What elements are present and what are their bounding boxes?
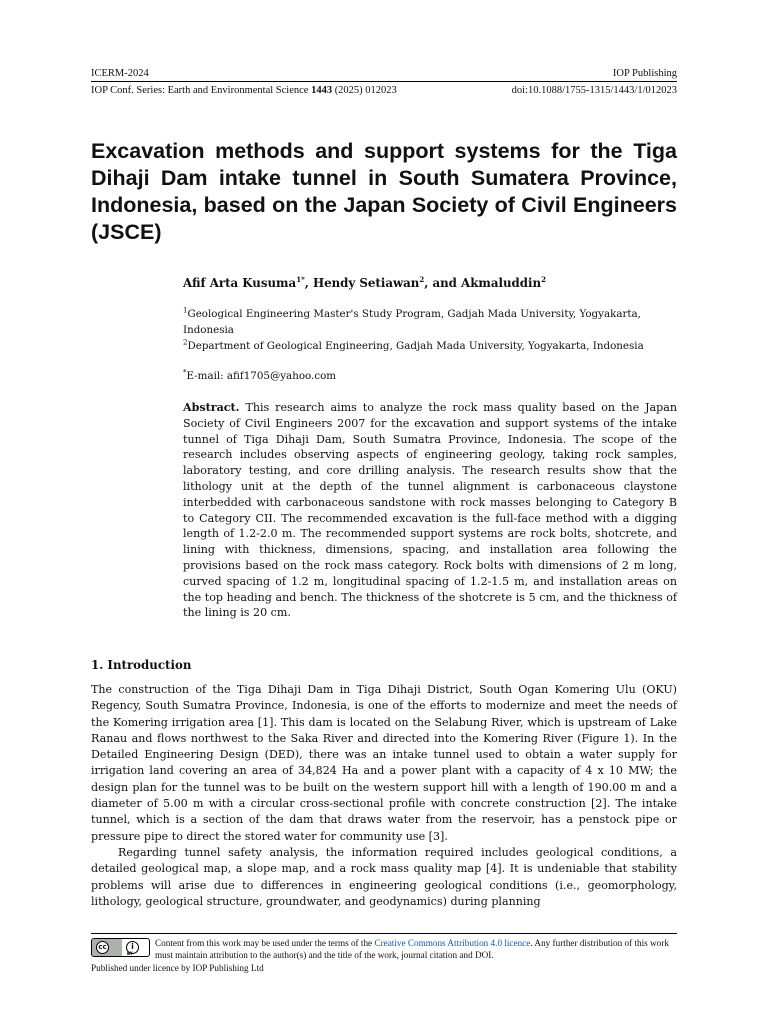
affiliation-1-num: 1: [183, 306, 188, 315]
header-rule: [91, 81, 677, 82]
publisher-name: IOP Publishing: [612, 68, 677, 79]
abstract: [183, 400, 677, 621]
email-text: E-mail: afif1705@yahoo.com: [186, 370, 337, 382]
paragraph-1: The construction of the Tiga Dihaji Dam in Tiga Dihaji District, South Ogan Komering Ulu (OKU) Regency, South Sumatra Province, Indonesia, is one of the efforts to modernize and meet the needs of the Komering irrigation area [1]. This dam is located on the Selabung River, which is upstream of Lake Ranau and flows northwest to the Saka River and directed into the Komering River (Figure 1). In the Detailed Engineering Design (DED), there was an intake tunnel used to obtain a water supply for irrigation land covering an area of 34,824 Ha and a power plant with a capacity of 4 x 10 MW; the design plan for the tunnel was to be built on the western support hill with a length of 190.00 m and a diameter of 5.00 m with a circular cross-sectional profile with concrete construction [2]. The intake tunnel, which is a section of the dam that draws water from the reservoir, has a penstock pipe or pressure pipe to direct the stored water for community use [3].: [91, 683, 677, 843]
by-label: BY: [127, 951, 133, 956]
journal-series: IOP Conf. Series: Earth and Environmental Science: [91, 85, 309, 96]
author-2: Hendy Setiawan: [312, 276, 420, 290]
author-1-sup: 1*: [296, 275, 305, 285]
journal-year-article: (2025) 012023: [334, 85, 397, 96]
author-2-sup: 2: [419, 275, 425, 285]
cc-icon: cc: [96, 941, 109, 954]
affiliation-1: [183, 306, 677, 338]
license-link[interactable]: Creative Commons Attribution 4.0 licence: [374, 938, 531, 948]
section-heading-introduction: 1. Introduction: [91, 658, 192, 672]
footer-rule: [91, 933, 677, 934]
abstract-text: This research aims to analyze the rock mass quality based on the Japan Society of Civil Engineers 2007 for the excavation and support systems of the intake tunnel of Tiga Dihaji Dam, South Sumatra Province, Indonesia. The scope of the research includes observing aspects of engineering geology, taking rock samples, laboratory testing, and core drilling analysis. The research results show that the lithology unit at the depth of the tunnel alignment is carbonaceous claystone interbedded with carbonaceous sandstone with rock masses belonging to Category B to Category CII. The recommended excavation is the full-face method with a digging length of 1.2-2.0 m. The recommended support systems are rock bolts, shotcrete, and lining with thickness, dimensions, spacing, and installation area following the provisions based on the rock mass category. Rock bolts with dimensions of 2 m long, curved spacing of 1.2 m, longitudinal spacing of 1.2-1.5 m, and installation areas on the top heading and bench. The thickness of the shotcrete is 5 cm, and the thickness of the lining is 20 cm.: [183, 401, 678, 620]
corresponding-email: [183, 368, 677, 384]
affiliation-2-text: Department of Geological Engineering, Gadjah Mada University, Yogyakarta, Indonesia: [187, 340, 644, 352]
license-pre: Content from this work may be used under the terms of the: [155, 938, 375, 948]
conference-name: ICERM-2024: [91, 68, 149, 79]
journal-volume: 1443: [311, 85, 333, 96]
running-header-bottom: [91, 84, 677, 97]
paper-title: Excavation methods and support systems for the Tiga Dihaji Dam intake tunnel in South Sumatera Province, Indonesia, based on the Japan Society of Civil Engineers (JSCE): [91, 139, 677, 244]
license-notice: [155, 937, 677, 961]
author-sep-2: , and: [424, 276, 462, 290]
abstract-label: Abstract.: [183, 401, 240, 414]
cc-by-license-icon[interactable]: [91, 938, 150, 957]
running-header-top: [91, 67, 677, 80]
author-sep-1: ,: [304, 276, 313, 290]
affiliation-2: [183, 338, 677, 354]
attribution-icon: i: [126, 941, 139, 954]
author-list: [183, 276, 546, 290]
affiliation-1-text: Geological Engineering Master's Study Program, Gadjah Mada University, Yogyakarta, Indonesia: [183, 308, 641, 336]
published-notice: Published under licence by IOP Publishing Ltd: [91, 963, 264, 973]
paragraph-2: Regarding tunnel safety analysis, the information required includes geological conditions, a detailed geological map, a slope map, and a rock mass quality map [4]. It is undeniable that stability problems will arise due to differences in engineering geological conditions (i.e., geomorphology, lithology, geological structure, groundwater, and geodynamics) during planning: [91, 845, 677, 908]
license-post: . Any further distribution of this work must maintain attribution to the author(s) and the title of the work, journal citation and DOI.: [155, 938, 669, 960]
doi: doi:10.1088/1755-1315/1443/1/012023: [511, 85, 677, 96]
author-3: Akmaluddin: [461, 276, 542, 290]
author-1: Afif Arta Kusuma: [183, 276, 297, 290]
introduction-body: [91, 682, 677, 910]
affiliation-2-num: 2: [183, 338, 188, 347]
email-mark: *: [183, 368, 187, 377]
author-3-sup: 2: [541, 275, 546, 285]
